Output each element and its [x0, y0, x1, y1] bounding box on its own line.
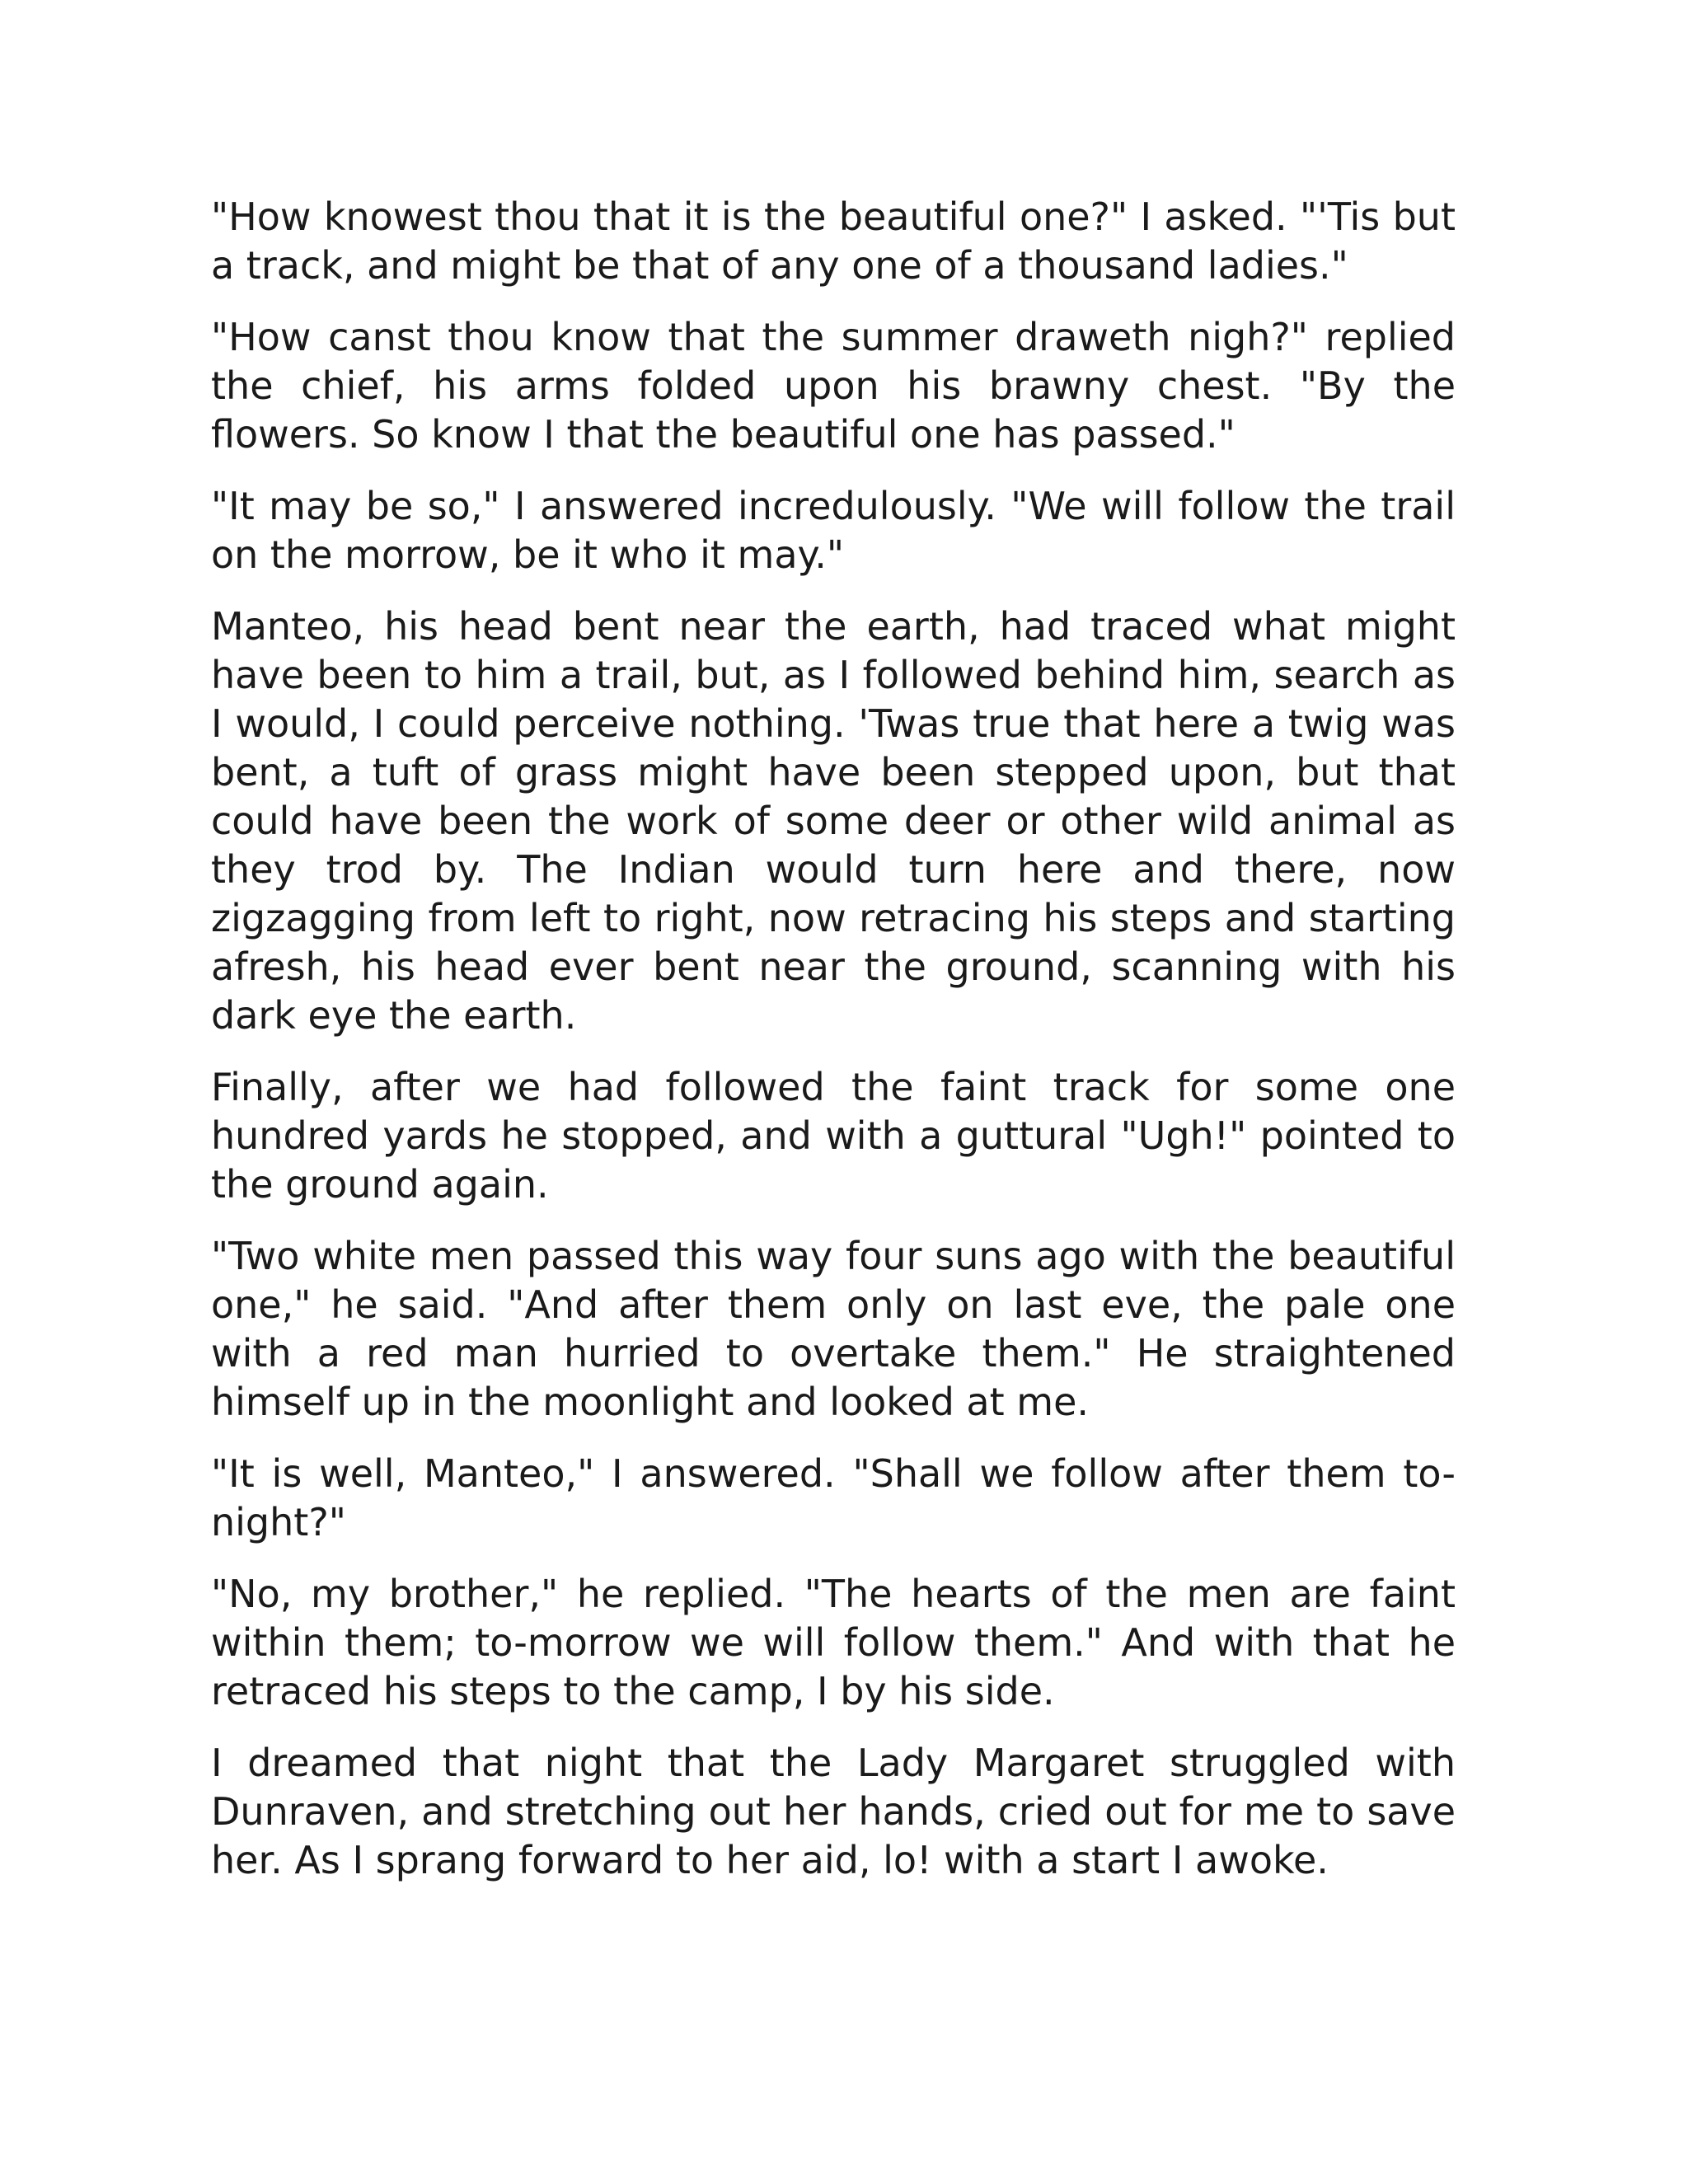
- paragraph-7: "It is well, Manteo," I answered. "Shall we follow after them to-night?": [211, 1451, 1456, 1544]
- paragraph-2: "How canst thou know that the summer draweth nigh?" replied the chief, his arms folded upon his brawny chest. "By the flowers. So know I that the beautiful one has passed.": [211, 315, 1456, 457]
- paragraph-6: "Two white men passed this way four suns ago with the beautiful one," he said. "And after them only on last eve, the pale one with a red man hurried to overtake them." He straightened himself up in the moonlight and looked at me.: [211, 1234, 1456, 1424]
- paragraph-4: Manteo, his head bent near the earth, had traced what might have been to him a trail, but, as I followed behind him, search as I would, I could perceive nothing. 'Twas true that here a twig was bent, a tuft of grass might have been stepped upon, but that could have been the work of some deer or other wild animal as they trod by. The Indian would turn here and there, now zigzagging from left to right, now retracing his steps and starting afresh, his head ever bent near the ground, scanning with his dark eye the earth.: [211, 604, 1456, 1038]
- paragraph-1: "How knowest thou that it is the beautiful one?" I asked. "'Tis but a track, and might be that of any one of a thousand ladies.": [211, 194, 1456, 288]
- paragraph-8: "No, my brother," he replied. "The hearts of the men are faint within them; to-morrow we will follow them." And with that he retraced his steps to the camp, I by his side.: [211, 1572, 1456, 1713]
- paragraph-9: I dreamed that night that the Lady Margaret struggled with Dunraven, and stretching out her hands, cried out for me to save her. As I sprang forward to her aid, lo! with a start I awoke.: [211, 1741, 1456, 1882]
- body-text: [211, 193, 1456, 1908]
- paragraph-3: "It may be so," I answered incredulously. "We will follow the trail on the morrow, be it who it may.": [211, 484, 1456, 577]
- paragraph-5: Finally, after we had followed the faint track for some one hundred yards he stopped, and with a guttural "Ugh!" pointed to the ground again.: [211, 1065, 1456, 1207]
